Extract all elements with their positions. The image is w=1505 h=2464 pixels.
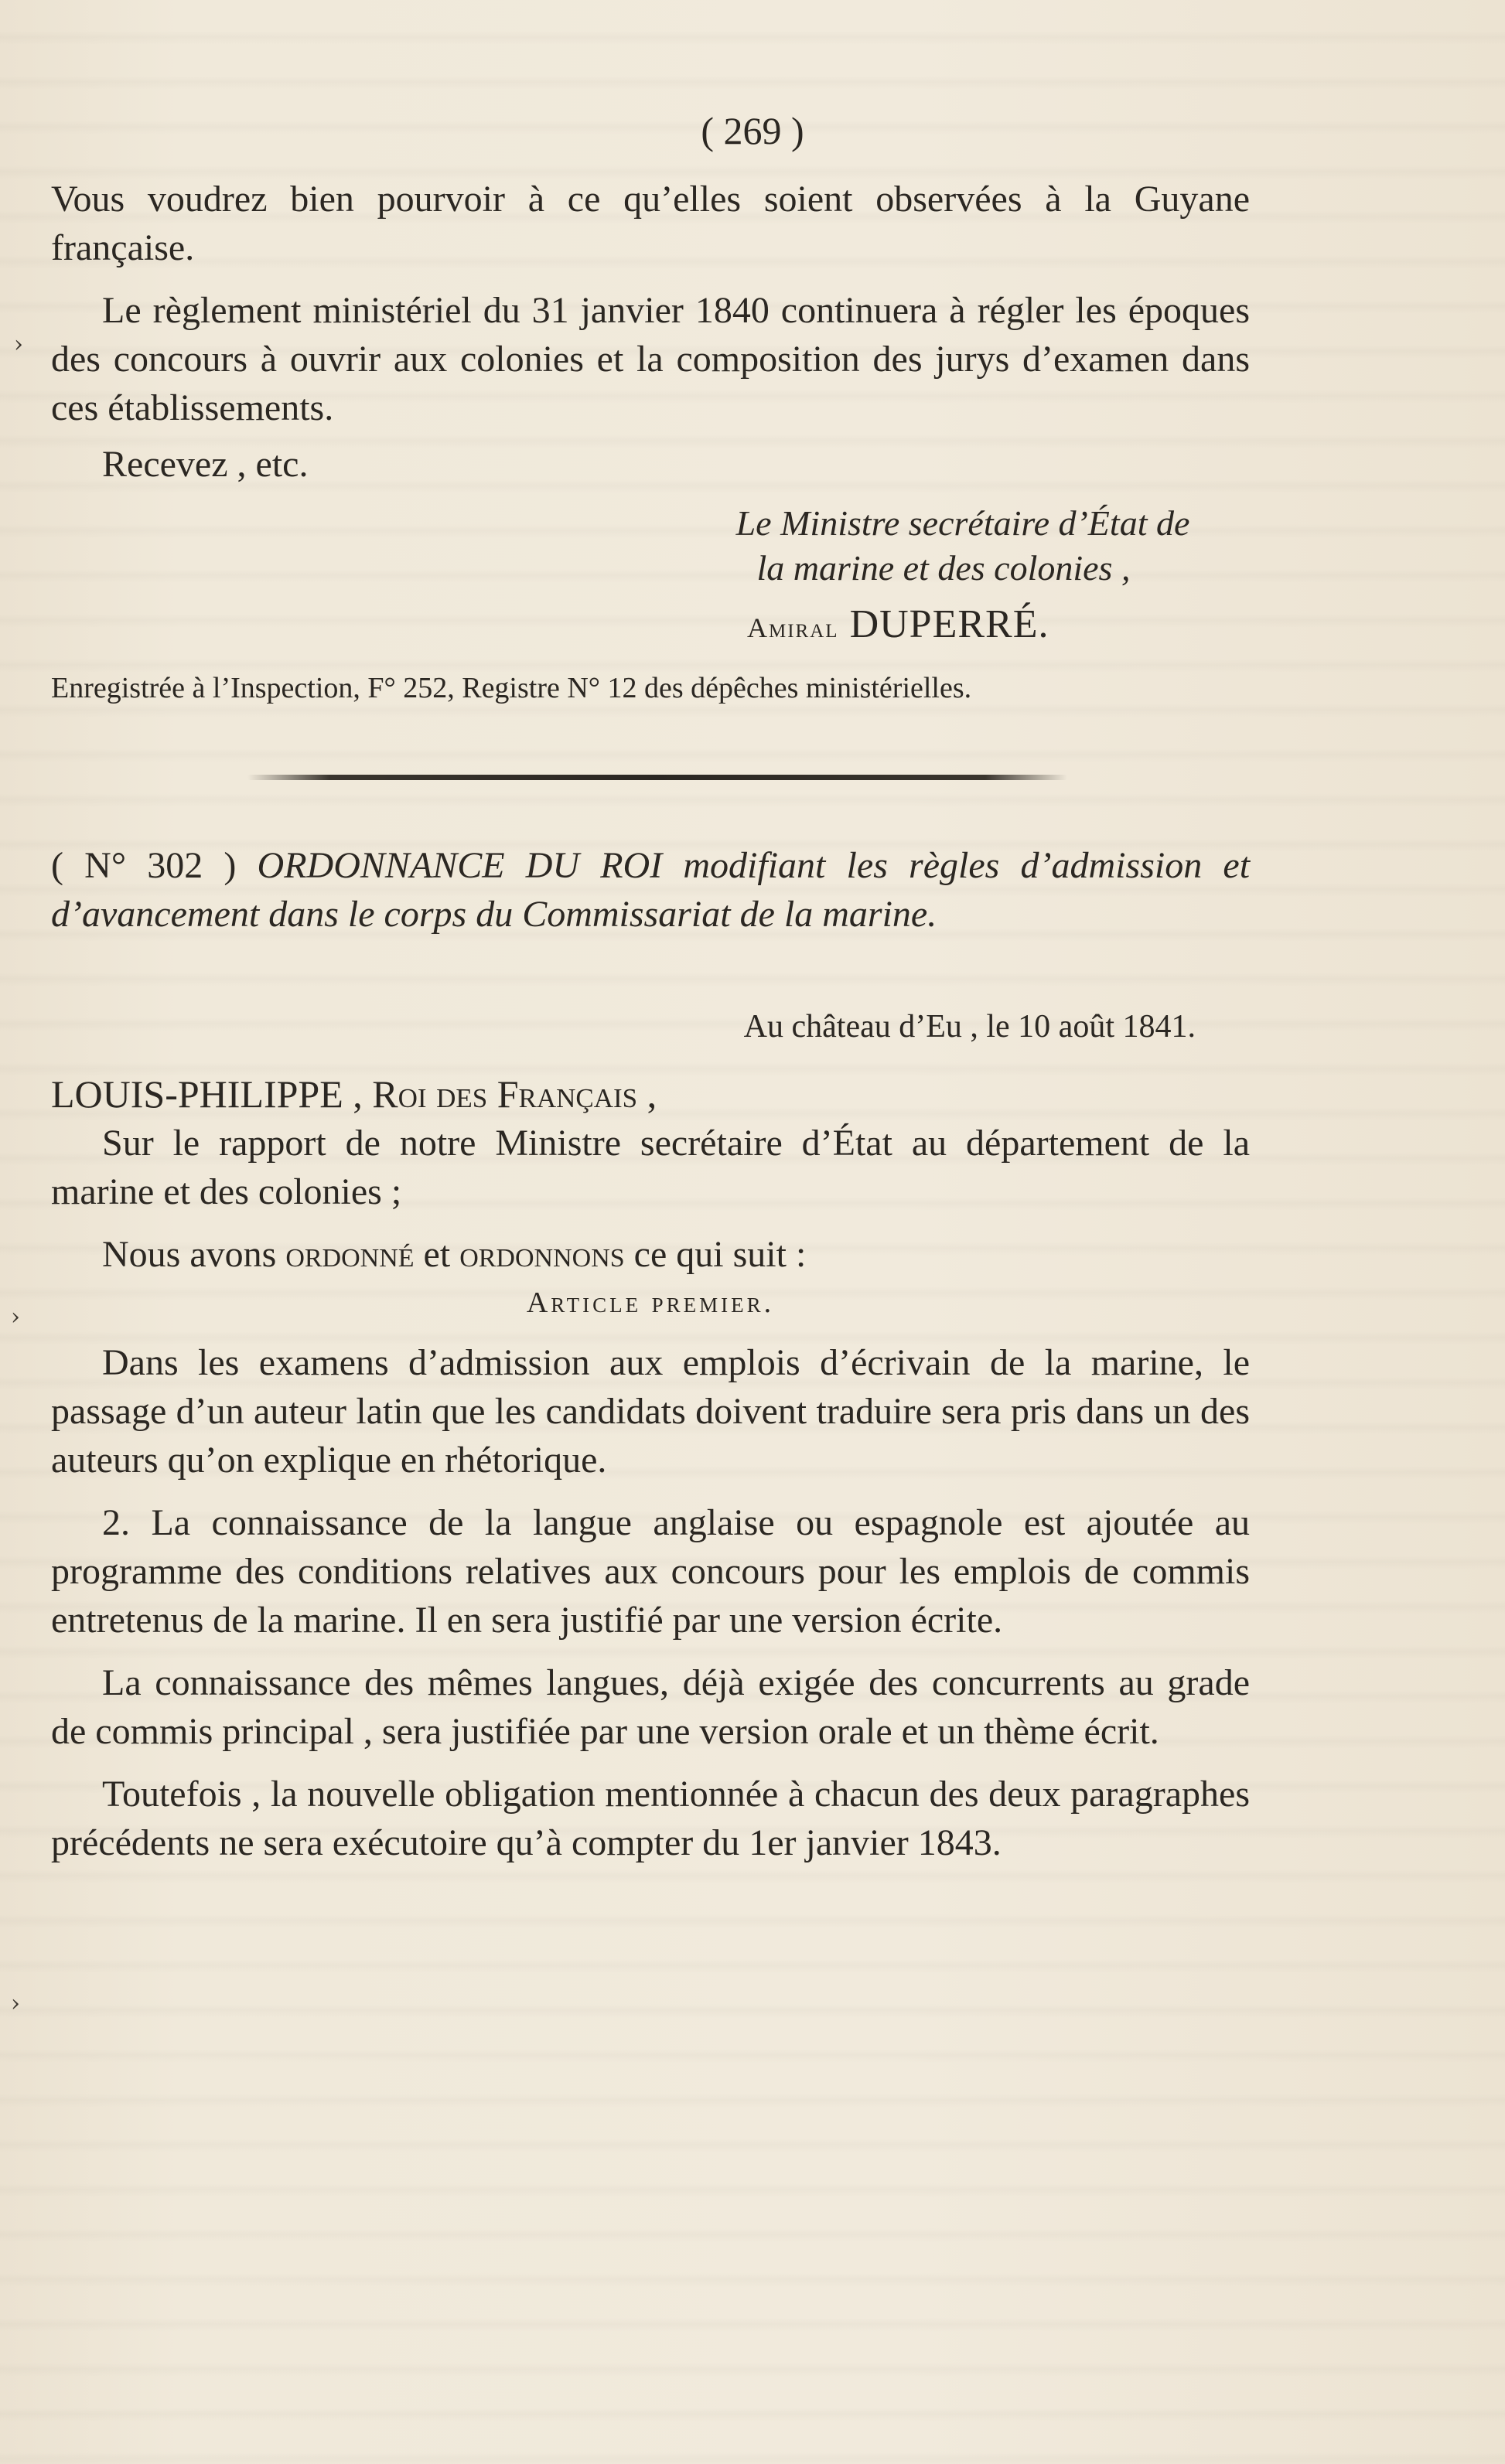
margin-mark-top: ›: [14, 331, 23, 358]
ordered-start: Nous avons: [102, 1234, 277, 1275]
article-2-para-2: La connaissance des mêmes langues, déjà exigée des concurrents au grade de commis principal , sera justifiée par une version orale et un thème écrit.: [51, 1662, 1250, 1752]
article-2-para-3: Toutefois , la nouvelle obligation mentionnée à chacun des deux paragraphes précédents ne sera exécutoire qu’à compter du 1er janvier 1843.: [51, 1774, 1250, 1863]
registry-note: Enregistrée à l’Inspection, F° 252, Registre N° 12 des dépêches ministérielles.: [51, 672, 972, 704]
paragraph-reglement: Le règlement ministériel du 31 janvier 1840 continuera à régler les époques des concours à ouvrir aux colonies et la composition des jurys d’examen dans ces établissements.: [51, 290, 1250, 428]
signature-name: [747, 602, 1049, 647]
preamble-ordered: [51, 1230, 1250, 1279]
ordered-sc1: ordonné: [285, 1234, 415, 1275]
preamble-king-line: [51, 1070, 1250, 1119]
margin-mark-bottom: ›: [11, 1990, 20, 2017]
margin-mark-middle: ›: [11, 1304, 20, 1331]
signature-name-main: DUPERRÉ.: [849, 602, 1049, 646]
preamble-report: Sur le rapport de notre Ministre secrétaire d’État au département de la marine et des colonies ;: [51, 1123, 1250, 1212]
signature-name-prefix: Amiral: [747, 612, 839, 643]
king-title: Roi des Français ,: [372, 1072, 657, 1116]
ordinance-date: Au château d’Eu , le 10 août 1841.: [743, 1009, 1196, 1045]
ordered-mid: et: [423, 1234, 451, 1275]
ordinance-heading: [51, 841, 1250, 939]
signature-title-line2: la marine et des colonies ,: [756, 548, 1131, 588]
ordinance-title: ORDONNANCE DU ROI modifiant les règles d’admission et d’avancement dans le corps du Commissariat de la marine.: [51, 845, 1251, 935]
section-divider: [247, 775, 1067, 780]
page-number: ( 269 ): [701, 109, 804, 152]
article-1: Dans les examens d’admission aux emplois d’écrivain de la marine, le passage d’un auteur latin que les candidats doivent traduire sera pris dans un des auteurs qu’on explique en rhétorique.: [51, 1342, 1250, 1481]
article-heading: Article premier.: [526, 1287, 775, 1319]
king-name: LOUIS-PHILIPPE ,: [51, 1072, 363, 1116]
signature-title-line1: Le Ministre secrétaire d’État de: [735, 503, 1190, 543]
paragraph-observance: Vous voudrez bien pourvoir à ce qu’elles soient observées à la Guyane française.: [51, 179, 1250, 268]
ordered-end: ce qui suit :: [633, 1234, 807, 1275]
ordinance-number: ( N° 302 ): [51, 845, 237, 886]
ordered-sc2: ordonnons: [459, 1234, 625, 1275]
article-2: 2. La connaissance de la langue anglaise ou espagnole est ajoutée au programme des conditions relatives aux concours pour les emplois de commis entretenus de la marine. Il en sera justifié par une version écrite.: [51, 1502, 1250, 1641]
letter-body: [51, 175, 1250, 489]
paragraph-closing: Recevez , etc.: [102, 444, 309, 485]
ordinance-body: [51, 1070, 1250, 1867]
